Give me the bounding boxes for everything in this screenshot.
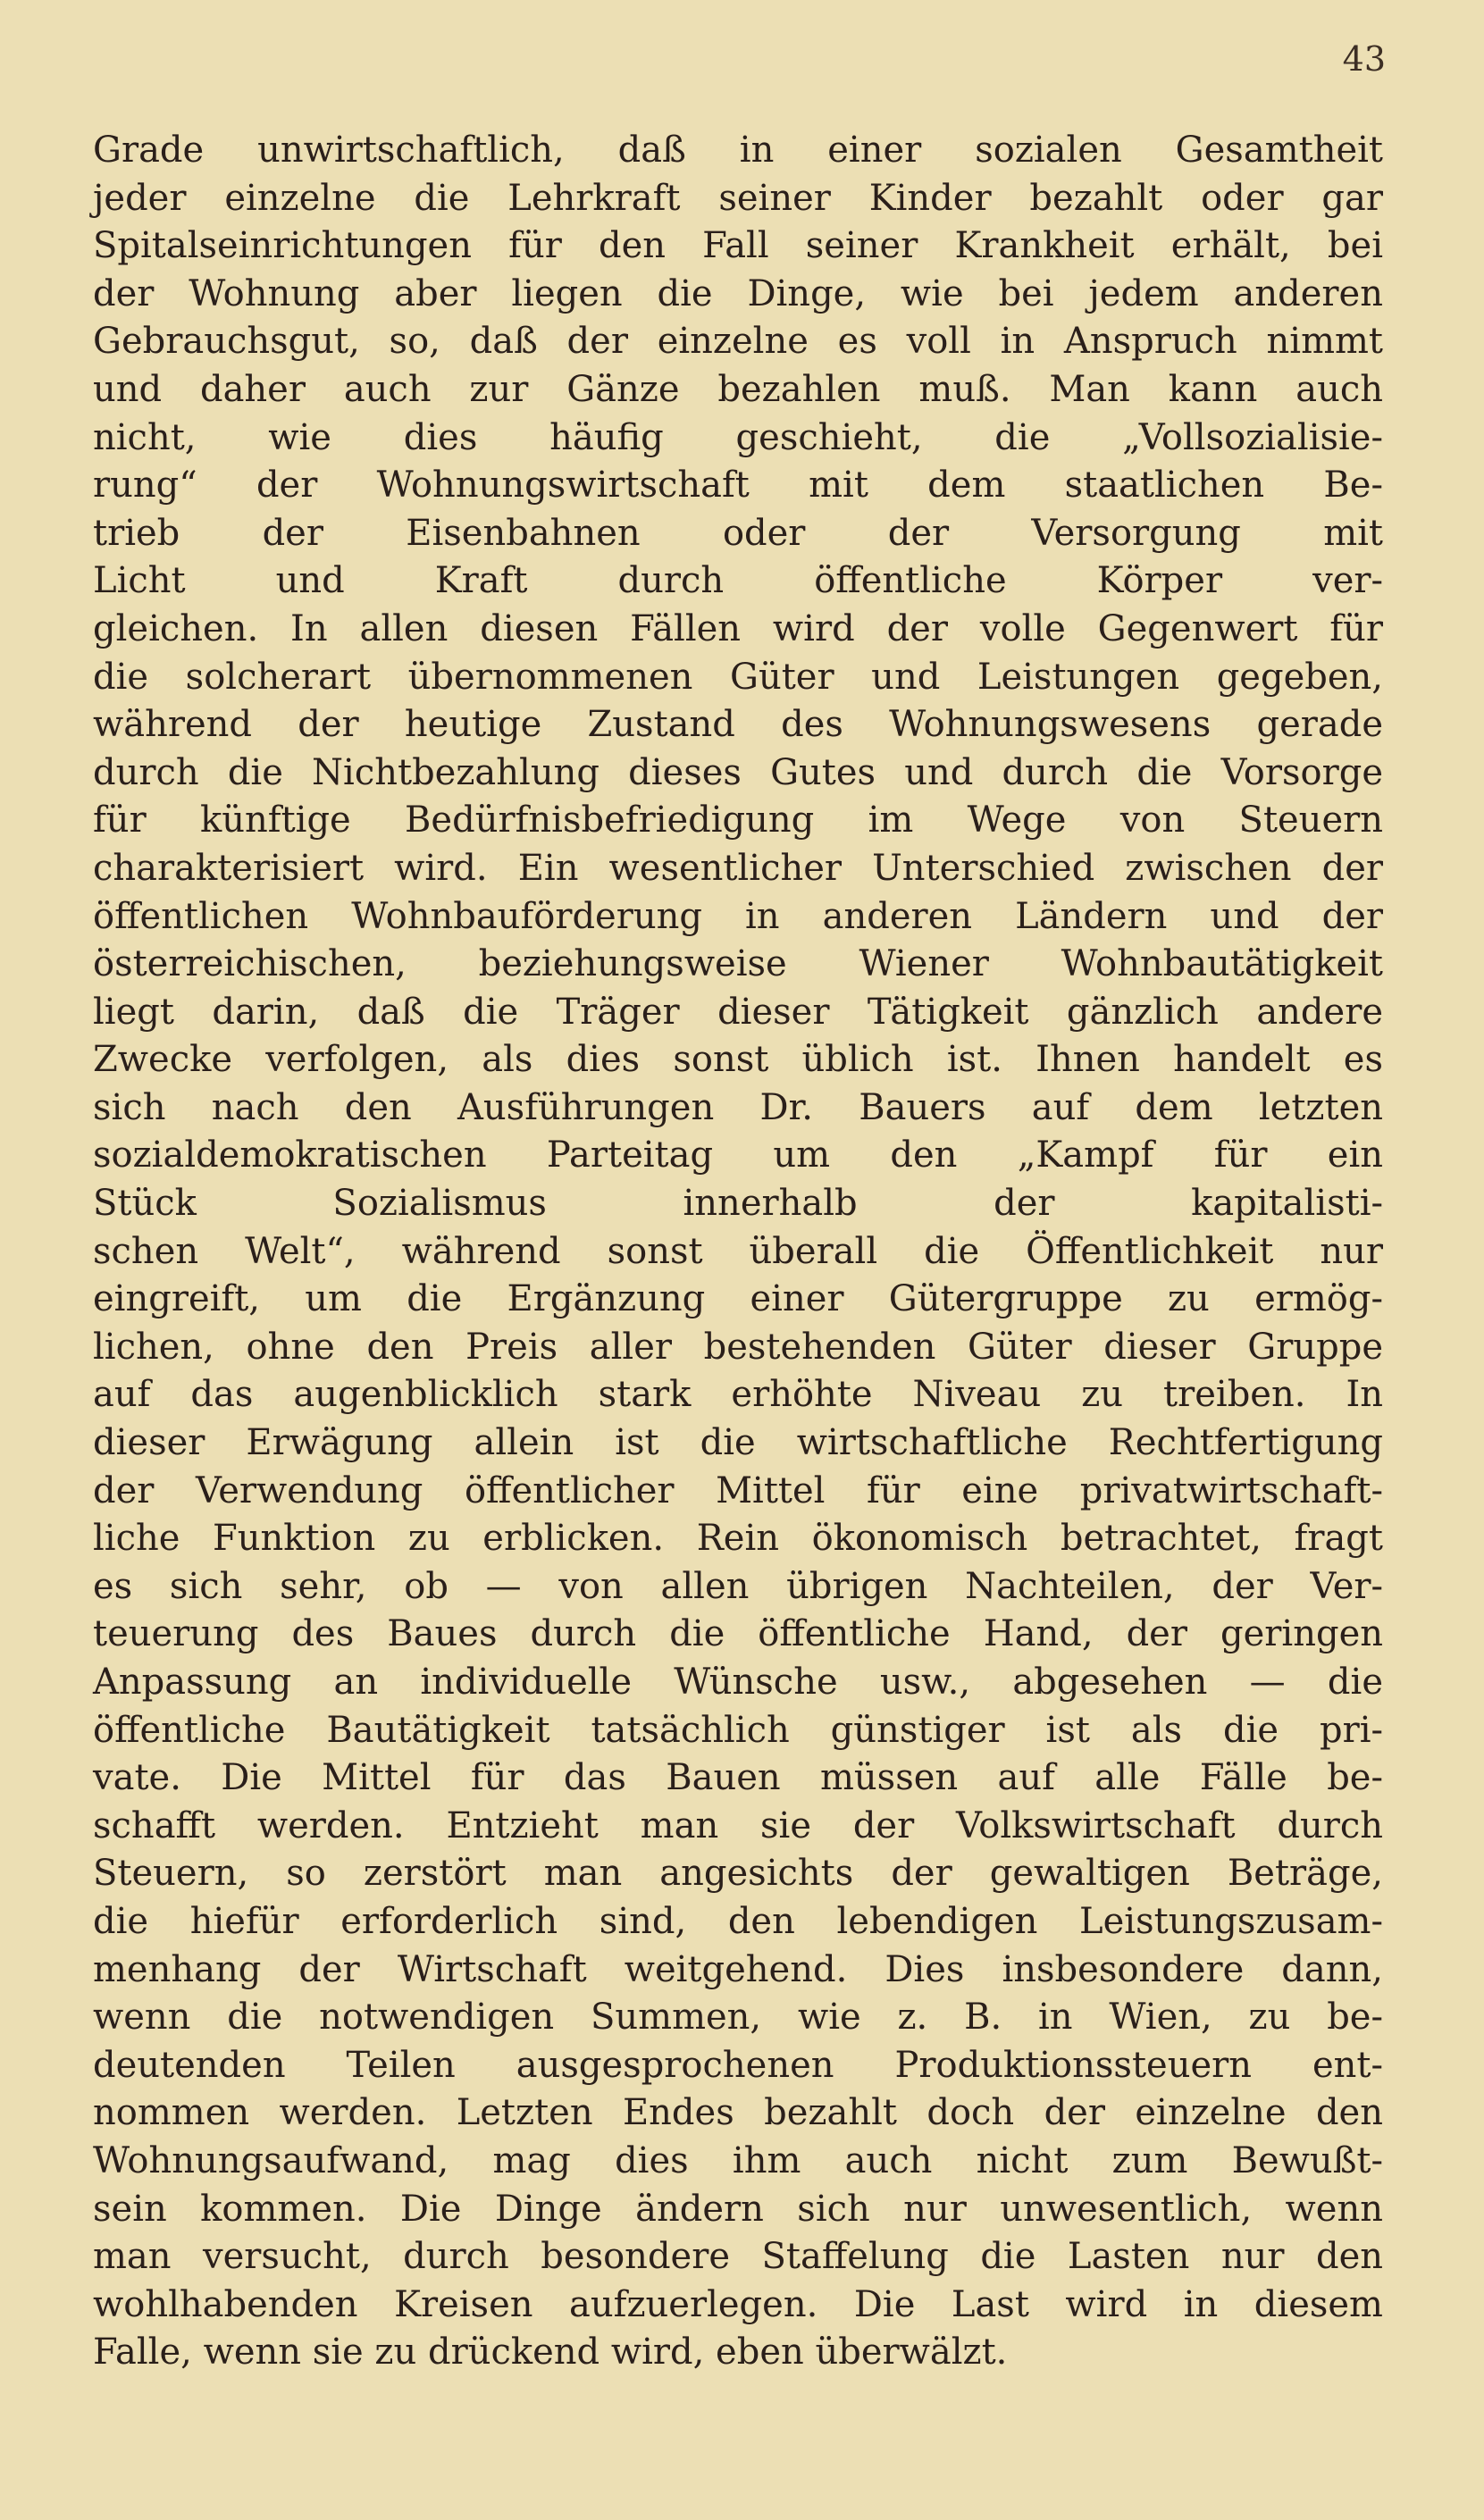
text-line: dieser Erwägung allein ist die wirtschaftliche Rechtfertigung xyxy=(93,1422,1383,1464)
text-line: rung“ der Wohnungswirtschaft mit dem staatlichen Be- xyxy=(93,465,1383,507)
text-line: wenn die notwendigen Summen, wie z. B. in Wien, zu be- xyxy=(93,1997,1383,2039)
text-line: während der heutige Zustand des Wohnungswesens gerade xyxy=(93,704,1383,746)
text-line: sein kommen. Die Dinge ändern sich nur unwesentlich, wenn xyxy=(93,2188,1383,2230)
text-line: Gebrauchsgut, so, daß der einzelne es voll in Anspruch nimmt xyxy=(93,321,1383,363)
text-line: gleichen. In allen diesen Fällen wird der volle Gegenwert für xyxy=(93,607,1383,649)
text-line: eingreift, um die Ergänzung einer Gütergruppe zu ermög- xyxy=(93,1278,1383,1320)
text-line: lichen, ohne den Preis aller bestehenden Güter dieser Gruppe xyxy=(93,1326,1383,1368)
text-line: für künftige Bedürfnisbefriedigung im Wege von Steuern xyxy=(93,800,1383,841)
text-line: deutenden Teilen ausgesprochenen Produktionssteuern ent- xyxy=(93,2044,1383,2086)
text-line: liche Funktion zu erblicken. Rein ökonomisch betrachtet, fragt xyxy=(93,1518,1383,1560)
text-line: österreichischen, beziehungsweise Wiener Wohnbautätigkeit xyxy=(93,943,1383,985)
text-line: liegt darin, daß die Träger dieser Tätigkeit gänzlich andere xyxy=(93,991,1383,1033)
text-line: und daher auch zur Gänze bezahlen muß. Man kann auch xyxy=(93,368,1383,410)
text-line: Zwecke verfolgen, als dies sonst üblich ist. Ihnen handelt es xyxy=(93,1039,1383,1081)
text-line: Steuern, so zerstört man angesichts der gewaltigen Beträge, xyxy=(93,1853,1383,1895)
text-line: der Wohnung aber liegen die Dinge, wie bei jedem anderen xyxy=(93,272,1383,314)
text-line: Stück Sozialismus innerhalb der kapitalisti- xyxy=(93,1183,1383,1225)
text-line: schafft werden. Entzieht man sie der Volkswirtschaft durch xyxy=(93,1804,1383,1846)
text-line: auf das augenblicklich stark erhöhte Niveau zu treiben. In xyxy=(93,1374,1383,1416)
text-line: der Verwendung öffentlicher Mittel für eine privatwirtschaft- xyxy=(93,1469,1383,1511)
text-line: Falle, wenn sie zu drückend wird, eben überwälzt. xyxy=(93,2332,1008,2373)
text-line: Wohnungsaufwand, mag dies ihm auch nicht zum Bewußt- xyxy=(93,2139,1383,2181)
text-line: jeder einzelne die Lehrkraft seiner Kinder bezahlt oder gar xyxy=(93,177,1383,219)
text-line: öffentlichen Wohnbauförderung in anderen Ländern und der xyxy=(93,895,1383,937)
text-line: öffentliche Bautätigkeit tatsächlich günstiger ist als die pri- xyxy=(93,1709,1383,1751)
text-line: wohlhabenden Kreisen aufzuerlegen. Die Last wird in diesem xyxy=(93,2283,1383,2325)
text-line: charakterisiert wird. Ein wesentlicher Unterschied zwischen der xyxy=(93,847,1383,889)
text-line: nommen werden. Letzten Endes bezahlt doch der einzelne den xyxy=(93,2092,1383,2134)
text-line: die hiefür erforderlich sind, den lebendigen Leistungszusam- xyxy=(93,1900,1383,1942)
text-line: die solcherart übernommenen Güter und Leistungen gegeben, xyxy=(93,656,1383,698)
text-line: Grade unwirtschaftlich, daß in einer sozialen Gesamtheit xyxy=(93,130,1383,171)
page-number: 43 xyxy=(1342,39,1386,79)
body-text xyxy=(93,127,1383,2377)
text-line: vate. Die Mittel für das Bauen müssen auf alle Fälle be- xyxy=(93,1757,1383,1799)
text-line: man versucht, durch besondere Staffelung die Lasten nur den xyxy=(93,2236,1383,2278)
text-line: Spitalseinrichtungen für den Fall seiner Krankheit erhält, bei xyxy=(93,225,1383,267)
text-line: trieb der Eisenbahnen oder der Versorgung mit xyxy=(93,512,1383,554)
text-line: Anpassung an individuelle Wünsche usw., abgesehen — die xyxy=(93,1662,1383,1703)
text-line: nicht, wie dies häufig geschieht, die „Vollsozialisie- xyxy=(93,416,1383,458)
text-line: menhang der Wirtschaft weitgehend. Dies insbesondere dann, xyxy=(93,1948,1383,1990)
text-line: es sich sehr, ob — von allen übrigen Nachteilen, der Ver- xyxy=(93,1565,1383,1607)
text-line: schen Welt“, während sonst überall die Öffentlichkeit nur xyxy=(93,1230,1383,1272)
text-line: sich nach den Ausführungen Dr. Bauers auf dem letzten xyxy=(93,1086,1383,1128)
text-line: sozialdemokratischen Parteitag um den „Kampf für ein xyxy=(93,1134,1383,1176)
text-line: durch die Nichtbezahlung dieses Gutes und durch die Vorsorge xyxy=(93,751,1383,793)
text-line: Licht und Kraft durch öffentliche Körper ver- xyxy=(93,560,1383,602)
text-line: teuerung des Baues durch die öffentliche Hand, der geringen xyxy=(93,1613,1383,1655)
